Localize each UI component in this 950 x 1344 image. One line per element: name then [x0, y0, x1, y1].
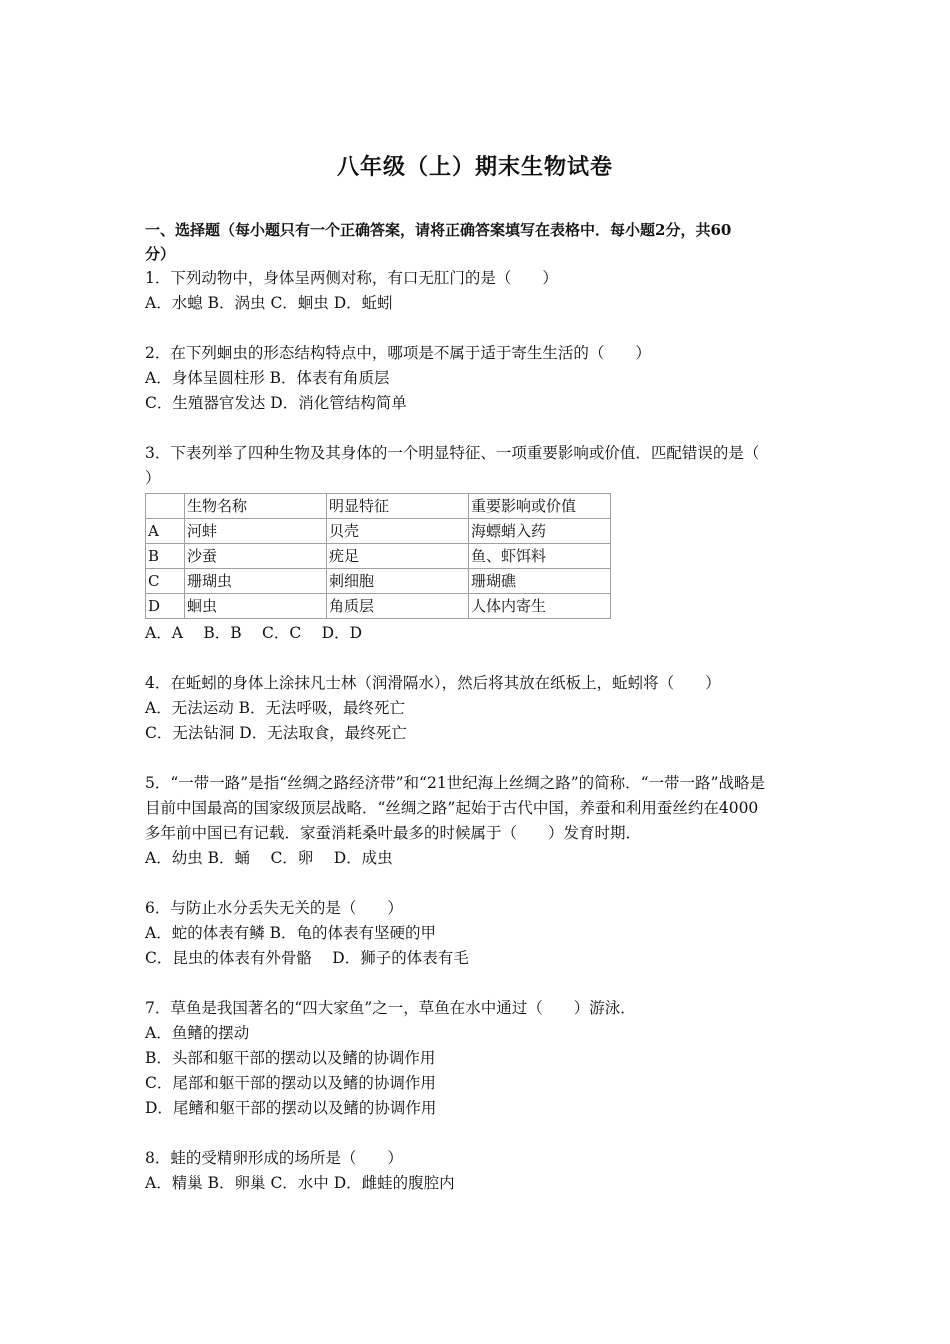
table-cell: 贝壳 [327, 519, 469, 544]
table-header-row [146, 494, 611, 519]
table-cell: 珊瑚礁 [469, 569, 611, 594]
table-cell: A [146, 519, 185, 544]
question-stem: 2．在下列蛔虫的形态结构特点中，哪项是不属于适于寄生生活的（ ） [145, 344, 651, 362]
question-options: D．尾鳍和躯干部的摆动以及鳍的协调作用 [145, 1099, 437, 1117]
question-stem: 3．下表列举了四种生物及其身体的一个明显特征、一项重要影响或价值．匹配错误的是（ [145, 444, 760, 462]
question-options: C．昆虫的体表有外骨骼 D．狮子的体表有毛 [145, 949, 469, 967]
question-options: A．蛇的体表有鳞 B．龟的体表有坚硬的甲 [145, 924, 437, 942]
question-stem: ） [145, 469, 161, 487]
question-options: A．鱼鳍的摆动 [145, 1024, 250, 1042]
table-cell: B [146, 544, 185, 569]
question-1 [145, 266, 805, 316]
section-heading-line: 一、选择题（每小题只有一个正确答案，请将正确答案填写在表格中．每小题2分，共60 [145, 221, 732, 239]
exam-content [145, 218, 805, 1196]
table-cell: D [146, 594, 185, 619]
question-options: A．A B．B C．C D．D [145, 624, 363, 642]
question-2 [145, 341, 805, 416]
table-cell: 沙蚕 [185, 544, 327, 569]
table-row [146, 569, 611, 594]
question-stem: 5．“一带一路”是指“丝绸之路经济带”和“21世纪海上丝绸之路”的简称．“一带一路”战略是 [145, 774, 765, 792]
question-options: B．头部和躯干部的摆动以及鳍的协调作用 [145, 1049, 436, 1067]
question-stem: 8．蛙的受精卵形成的场所是（ ） [145, 1149, 403, 1167]
question-stem: 目前中国最高的国家级顶层战略．“丝绸之路”起始于古代中国，养蚕和利用蚕丝约在4000 [145, 799, 759, 817]
organism-table [145, 493, 611, 619]
question-stem: 7．草鱼是我国著名的“四大家鱼”之一，草鱼在水中通过（ ）游泳． [145, 999, 636, 1017]
question-options: A．无法运动 B．无法呼吸，最终死亡 [145, 699, 406, 717]
table-header-cell [146, 494, 185, 519]
table-header-cell: 重要影响或价值 [469, 494, 611, 519]
question-stem: 4．在蚯蚓的身体上涂抹凡士林（润滑隔水），然后将其放在纸板上，蚯蚓将（ ） [145, 674, 721, 692]
question-options: A．水螅 B．涡虫 C．蛔虫 D．蚯蚓 [145, 294, 393, 312]
table-cell: 河蚌 [185, 519, 327, 544]
question-3 [145, 441, 805, 646]
question-4 [145, 671, 805, 746]
table-cell: 刺细胞 [327, 569, 469, 594]
question-stem: 1．下列动物中，身体呈两侧对称，有口无肛门的是（ ） [145, 269, 558, 287]
table-header-cell: 明显特征 [327, 494, 469, 519]
question-8 [145, 1146, 805, 1196]
question-options: C．生殖器官发达 D．消化管结构简单 [145, 394, 407, 412]
question-options: A．精巢 B．卵巢 C．水中 D．雌蛙的腹腔内 [145, 1174, 455, 1192]
question-stem: 多年前中国已有记载．家蚕消耗桑叶最多的时候属于（ ）发育时期． [145, 824, 642, 842]
table-cell: 海螵蛸入药 [469, 519, 611, 544]
question-options: A．幼虫 B．蛹 C．卵 D．成虫 [145, 849, 393, 867]
table-cell: 疣足 [327, 544, 469, 569]
question-stem: 6．与防止水分丢失无关的是（ ） [145, 899, 403, 917]
table-cell: 角质层 [327, 594, 469, 619]
question-options: A．身体呈圆柱形 B．体表有角质层 [145, 369, 390, 387]
table-cell: 蛔虫 [185, 594, 327, 619]
section-heading [145, 218, 805, 266]
table-cell: C [146, 569, 185, 594]
question-options: C．尾部和躯干部的摆动以及鳍的协调作用 [145, 1074, 436, 1092]
section-heading-line: 分） [145, 245, 176, 263]
question-5 [145, 771, 805, 871]
table-row [146, 594, 611, 619]
question-6 [145, 896, 805, 971]
question-7 [145, 996, 805, 1121]
table-cell: 鱼、虾饵料 [469, 544, 611, 569]
table-cell: 珊瑚虫 [185, 569, 327, 594]
page-title: 八年级（上）期末生物试卷 [336, 154, 613, 180]
table-cell: 人体内寄生 [469, 594, 611, 619]
table-header-cell: 生物名称 [185, 494, 327, 519]
question-options: C．无法钻洞 D．无法取食，最终死亡 [145, 724, 407, 742]
table-row [146, 519, 611, 544]
table-row [146, 544, 611, 569]
